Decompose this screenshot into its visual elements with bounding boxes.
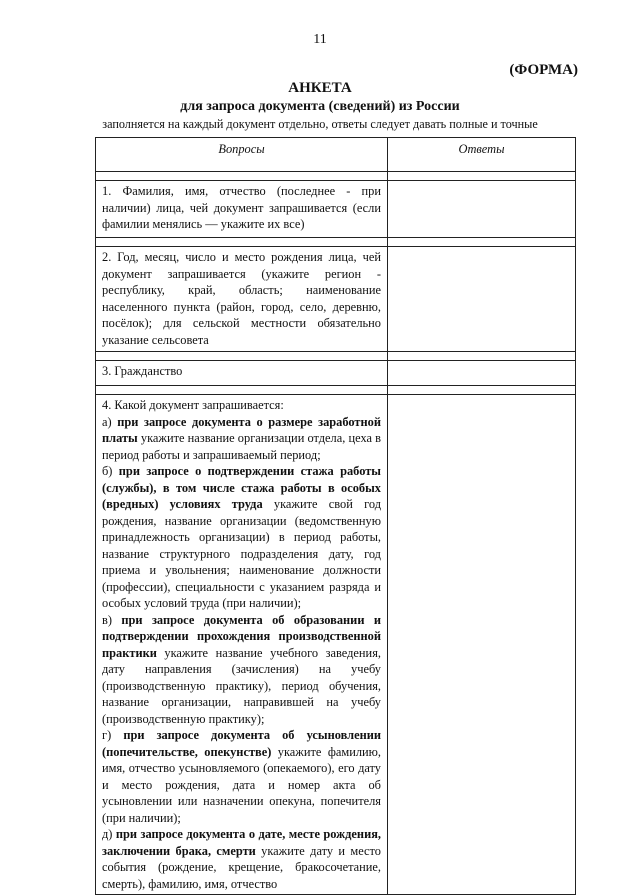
- spacer-cell: [388, 172, 576, 181]
- table-row: [96, 395, 576, 895]
- item-b-prefix: б): [102, 464, 119, 478]
- item-d-bold: при запросе документа о дате, месте рождения, заключении брака, смерти: [102, 827, 382, 858]
- questionnaire-table: [95, 137, 576, 895]
- document-subtitle: для запроса документа (сведений) из России: [180, 99, 460, 114]
- item-a-bold: при запросе документа о размере заработной платы: [102, 414, 381, 445]
- item-a-prefix: а): [102, 414, 118, 429]
- answer-4-field[interactable]: [388, 395, 576, 895]
- item-v-bold: при запросе документа об образовании и подтверждении прохождения производственной практики: [102, 612, 381, 660]
- spacer-cell: [96, 172, 388, 181]
- table-spacer-row: [96, 238, 576, 247]
- item-d-prefix: д): [102, 827, 116, 841]
- table-row: [96, 361, 576, 386]
- item-g-prefix: г): [102, 728, 124, 742]
- answers-column-header: Ответы: [388, 138, 576, 172]
- questions-column-header: Вопросы: [96, 138, 388, 172]
- item-g-text: укажите фамилию, имя, отчество усыновляемого (опекаемого), его дату и место рождения, дата и номер акта об усыновлении или назначении опекуна, попечителя (при наличии);: [102, 744, 381, 825]
- form-label: (ФОРМА): [509, 62, 578, 78]
- item-g-bold: при запросе документа об усыновлении (попечительстве, опекунстве): [102, 728, 382, 759]
- table-spacer-row: [96, 172, 576, 181]
- answer-2-field[interactable]: [388, 247, 576, 352]
- spacer-cell: [96, 386, 388, 395]
- question-4-intro: 4. Какой документ запрашивается:: [102, 398, 284, 412]
- item-b-bold: при запросе о подтверждении стажа работы (службы), в том числе стажа работы в особых (вредных) условиях труда: [102, 464, 381, 511]
- item-b-text: укажите свой год рождения, название организации (ведомственную принадлежность организации) в период работы, название структурного подразделения дату, год приема и увольнения; наименование должности (профессии), специальности с указанием разряда и особых условий труда (при наличии);: [102, 497, 382, 610]
- answer-1-field[interactable]: [388, 181, 576, 238]
- item-a-text: укажите название организации отдела, цеха в период работы и запрашиваемый период;: [102, 431, 381, 462]
- table-header-row: [96, 138, 576, 172]
- question-4-requested-document: [96, 395, 388, 895]
- table-row: [96, 181, 576, 238]
- table-spacer-row: [96, 352, 576, 361]
- item-v-prefix: в): [102, 612, 122, 627]
- item-d-text: укажите дату и место события (рождение, крещение, бракосочетание, смерть), фамилию, имя, отчество: [102, 843, 381, 891]
- item-v-text: укажите название учебного заведения, дату направления (зачисления) на учебу (производственную практику), период обучения, название организации, направившей на учебу (производственную практику);: [102, 645, 381, 726]
- page-number: 11: [313, 32, 327, 47]
- fill-instruction-note: заполняется на каждый документ отдельно, ответы следует давать полные и точные: [102, 117, 538, 131]
- spacer-cell: [388, 352, 576, 361]
- spacer-cell: [388, 238, 576, 247]
- answer-3-field[interactable]: [388, 361, 576, 386]
- question-1-full-name: 1. Фамилия, имя, отчество (последнее - при наличии) лица, чей документ запрашивается (если фамилии менялись — укажите их все): [96, 181, 388, 238]
- spacer-cell: [96, 352, 388, 361]
- question-3-citizenship: 3. Гражданство: [96, 361, 388, 386]
- spacer-cell: [388, 386, 576, 395]
- spacer-cell: [96, 238, 388, 247]
- table-spacer-row: [96, 386, 576, 395]
- table-row: [96, 247, 576, 352]
- question-2-birth-date-place: 2. Год, месяц, число и место рождения лица, чей документ запрашивается (укажите регион - республику, край, область; наименование населенного пункта (район, город, село, деревню, посёлок); для сельской местности обязательно указание сельсовета: [96, 247, 388, 352]
- document-title: АНКЕТА: [288, 80, 352, 96]
